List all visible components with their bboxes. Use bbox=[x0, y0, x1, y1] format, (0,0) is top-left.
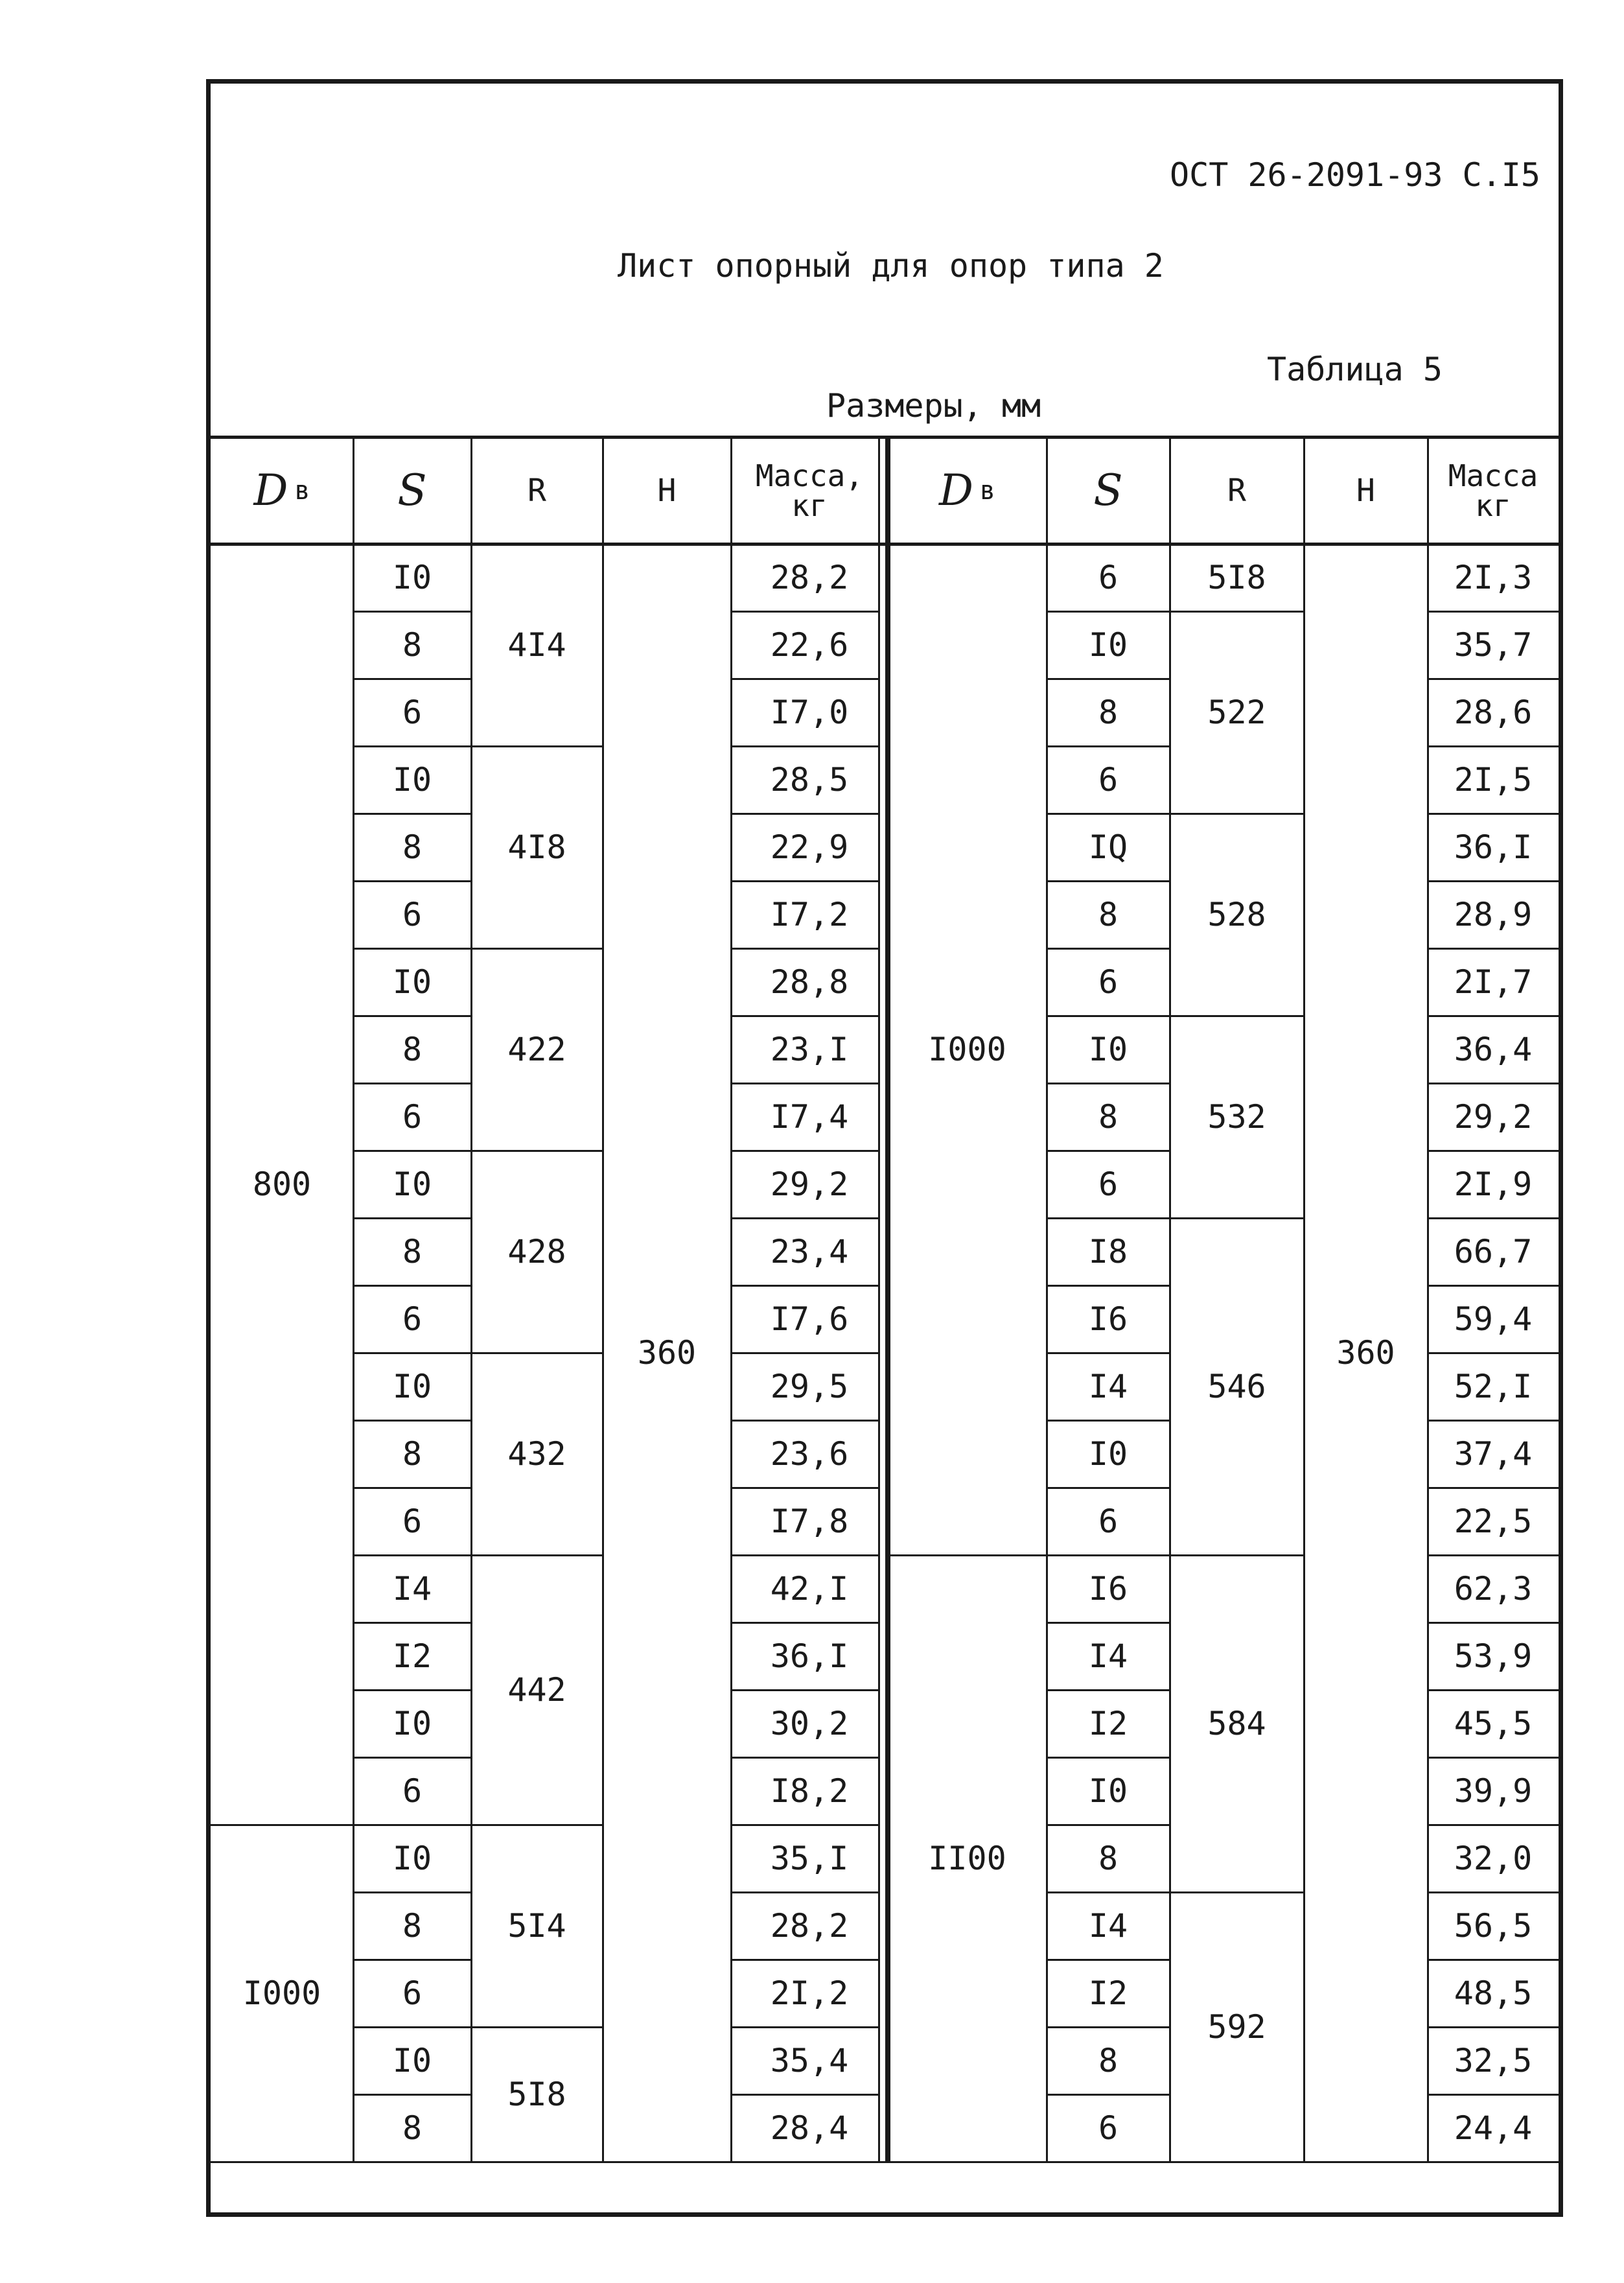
right-mass-cell: 37,4 bbox=[1454, 1435, 1533, 1473]
column-rule bbox=[1046, 437, 1048, 2162]
right-mass-cell: 22,5 bbox=[1454, 1503, 1533, 1540]
table-bottom-rule bbox=[211, 2161, 1559, 2163]
right-mass-cell: 66,7 bbox=[1454, 1233, 1533, 1270]
row-rule bbox=[1047, 1285, 1170, 1287]
left-mass-cell: 22,6 bbox=[770, 626, 849, 664]
left-s-cell: 6 bbox=[402, 1098, 423, 1136]
left-mass-cell: 28,5 bbox=[770, 761, 849, 799]
row-rule bbox=[731, 1083, 879, 1084]
row-rule bbox=[1428, 1015, 1559, 1017]
group-rule bbox=[471, 1150, 603, 1152]
mass-unit: кг bbox=[791, 487, 828, 523]
left-mass-cell: I8,2 bbox=[770, 1772, 849, 1810]
right-mass-cell: 62,3 bbox=[1454, 1570, 1533, 1608]
header-r-left: R bbox=[528, 472, 546, 509]
row-rule bbox=[353, 1622, 471, 1624]
row-rule bbox=[1428, 1554, 1559, 1556]
row-rule bbox=[731, 745, 879, 747]
row-rule bbox=[353, 1150, 471, 1152]
left-mass-cell: 35,I bbox=[770, 1840, 849, 1877]
right-s-cell: 8 bbox=[1098, 2042, 1119, 2079]
right-mass-cell: 36,I bbox=[1454, 828, 1533, 866]
row-rule bbox=[1047, 678, 1170, 680]
left-r-group: 428 bbox=[507, 1233, 566, 1270]
row-rule bbox=[1047, 1217, 1170, 1219]
left-s-cell: 8 bbox=[402, 1435, 423, 1473]
right-s-cell: I2 bbox=[1088, 1705, 1128, 1742]
right-s-cell: 6 bbox=[1098, 2109, 1119, 2147]
left-mass-cell: 28,2 bbox=[770, 559, 849, 596]
row-rule bbox=[353, 1554, 471, 1556]
left-r-group: 442 bbox=[507, 1671, 566, 1709]
left-mass-cell: I7,4 bbox=[770, 1098, 849, 1136]
right-s-cell: IQ bbox=[1088, 828, 1128, 866]
left-r-group: 4I4 bbox=[507, 626, 566, 664]
left-s-cell: 8 bbox=[402, 1907, 423, 1945]
right-s-cell: I0 bbox=[1088, 626, 1128, 664]
column-rule bbox=[1169, 437, 1171, 2162]
left-dv-group: I000 bbox=[242, 1974, 321, 2012]
left-s-cell: 8 bbox=[402, 828, 423, 866]
document-code: ОСТ 26-2091-93 С.I5 bbox=[1170, 156, 1540, 194]
column-rule bbox=[1303, 437, 1305, 2162]
group-rule bbox=[471, 1352, 603, 1354]
right-mass-cell: 2I,5 bbox=[1454, 761, 1533, 799]
row-rule bbox=[1428, 1083, 1559, 1084]
left-h-value: 360 bbox=[637, 1334, 697, 1372]
header-s-left: S bbox=[397, 465, 427, 515]
row-rule bbox=[731, 1150, 879, 1152]
row-rule bbox=[353, 1420, 471, 1422]
right-mass-cell: 35,7 bbox=[1454, 626, 1533, 664]
left-s-cell: I2 bbox=[392, 1637, 432, 1675]
group-rule bbox=[1170, 611, 1304, 613]
left-dv-group: 800 bbox=[252, 1165, 312, 1203]
left-mass-cell: 29,2 bbox=[770, 1165, 849, 1203]
row-rule bbox=[1047, 2026, 1170, 2028]
right-s-cell: 8 bbox=[1098, 1840, 1119, 1877]
group-rule bbox=[1170, 1554, 1304, 1556]
left-s-cell: 8 bbox=[402, 626, 423, 664]
row-rule bbox=[731, 1420, 879, 1422]
row-rule bbox=[1047, 1015, 1170, 1017]
right-mass-cell: 29,2 bbox=[1454, 1098, 1533, 1136]
header-bottom-rule bbox=[211, 543, 1559, 546]
group-rule bbox=[471, 1554, 603, 1556]
right-s-cell: I6 bbox=[1088, 1300, 1128, 1338]
header-h-right: H bbox=[1356, 472, 1375, 509]
row-rule bbox=[1428, 678, 1559, 680]
header-s-right: S bbox=[1093, 465, 1123, 515]
row-rule bbox=[731, 611, 879, 613]
right-mass-cell: 53,9 bbox=[1454, 1637, 1533, 1675]
right-mass-cell: 48,5 bbox=[1454, 1974, 1533, 2012]
row-rule bbox=[353, 611, 471, 613]
column-rule bbox=[885, 437, 890, 2162]
column-rule bbox=[470, 437, 472, 2162]
left-mass-cell: I7,0 bbox=[770, 694, 849, 731]
row-rule bbox=[353, 1285, 471, 1287]
dimensions-table bbox=[211, 437, 1559, 2147]
mass-label: Масса, bbox=[755, 458, 864, 493]
row-rule bbox=[1047, 1150, 1170, 1152]
row-rule bbox=[353, 1217, 471, 1219]
right-s-cell: 6 bbox=[1098, 559, 1119, 596]
left-s-cell: I0 bbox=[392, 963, 432, 1001]
group-rule bbox=[471, 1824, 603, 1826]
row-rule bbox=[1428, 1622, 1559, 1624]
row-rule bbox=[1428, 948, 1559, 950]
row-rule bbox=[1047, 2094, 1170, 2096]
row-rule bbox=[353, 745, 471, 747]
header-r-right: R bbox=[1227, 472, 1246, 509]
row-rule bbox=[1047, 1824, 1170, 1826]
row-rule bbox=[1428, 1891, 1559, 1893]
row-rule bbox=[731, 1689, 879, 1691]
diameter-subscript: в bbox=[979, 475, 995, 506]
left-s-cell: 6 bbox=[402, 1503, 423, 1540]
row-rule bbox=[1428, 611, 1559, 613]
left-mass-cell: 23,6 bbox=[770, 1435, 849, 1473]
row-rule bbox=[731, 1015, 879, 1017]
row-rule bbox=[731, 2026, 879, 2028]
row-rule bbox=[1047, 745, 1170, 747]
row-rule bbox=[1047, 1689, 1170, 1691]
header-mass-left bbox=[731, 437, 888, 544]
group-rule bbox=[211, 1824, 353, 1826]
group-rule bbox=[888, 1554, 1047, 1556]
right-mass-cell: 2I,9 bbox=[1454, 1165, 1533, 1203]
left-s-cell: I0 bbox=[392, 1368, 432, 1405]
row-rule bbox=[353, 813, 471, 815]
left-mass-cell: I7,2 bbox=[770, 896, 849, 933]
right-s-cell: I2 bbox=[1088, 1974, 1128, 2012]
right-s-cell: 6 bbox=[1098, 1503, 1119, 1540]
column-rule bbox=[353, 437, 354, 2162]
row-rule bbox=[353, 1824, 471, 1826]
left-s-cell: I4 bbox=[392, 1570, 432, 1608]
header-dv-right bbox=[888, 437, 1047, 544]
row-rule bbox=[731, 1487, 879, 1489]
left-r-group: 422 bbox=[507, 1031, 566, 1068]
right-s-cell: I0 bbox=[1088, 1772, 1128, 1810]
left-mass-cell: 2I,2 bbox=[770, 1974, 849, 2012]
right-dv-group: II00 bbox=[928, 1840, 1006, 1877]
right-r-group: 584 bbox=[1207, 1705, 1266, 1742]
row-rule bbox=[731, 813, 879, 815]
diameter-symbol: D bbox=[253, 465, 288, 515]
row-rule bbox=[353, 1891, 471, 1893]
row-rule bbox=[1047, 880, 1170, 882]
row-rule bbox=[1428, 1150, 1559, 1152]
right-r-group: 528 bbox=[1207, 896, 1266, 933]
row-rule bbox=[1428, 2026, 1559, 2028]
row-rule bbox=[1428, 2094, 1559, 2096]
group-rule bbox=[1170, 1015, 1304, 1017]
left-s-cell: 8 bbox=[402, 1031, 423, 1068]
left-s-cell: I0 bbox=[392, 1165, 432, 1203]
row-rule bbox=[1047, 1959, 1170, 1961]
left-s-cell: 6 bbox=[402, 1772, 423, 1810]
left-s-cell: 8 bbox=[402, 2109, 423, 2147]
row-rule bbox=[1428, 1217, 1559, 1219]
left-s-cell: I0 bbox=[392, 559, 432, 596]
row-rule bbox=[1428, 1959, 1559, 1961]
right-r-group: 522 bbox=[1207, 694, 1266, 731]
row-rule bbox=[353, 1352, 471, 1354]
right-mass-cell: 39,9 bbox=[1454, 1772, 1533, 1810]
group-rule bbox=[1170, 1217, 1304, 1219]
right-s-cell: I4 bbox=[1088, 1637, 1128, 1675]
column-rule bbox=[1427, 437, 1429, 2162]
right-r-group: 532 bbox=[1207, 1098, 1266, 1136]
right-s-cell: I8 bbox=[1088, 1233, 1128, 1270]
left-r-group: 5I8 bbox=[507, 2076, 566, 2113]
row-rule bbox=[353, 2026, 471, 2028]
row-rule bbox=[731, 678, 879, 680]
left-mass-cell: I7,6 bbox=[770, 1300, 849, 1338]
left-s-cell: I0 bbox=[392, 1705, 432, 1742]
row-rule bbox=[731, 1959, 879, 1961]
row-rule bbox=[353, 1959, 471, 1961]
right-mass-cell: 2I,7 bbox=[1454, 963, 1533, 1001]
row-rule bbox=[353, 1487, 471, 1489]
row-rule bbox=[1428, 745, 1559, 747]
group-rule bbox=[1170, 1891, 1304, 1893]
right-h-value: 360 bbox=[1336, 1334, 1395, 1372]
left-mass-cell: 42,I bbox=[770, 1570, 849, 1608]
table-top-rule bbox=[211, 436, 1559, 439]
row-rule bbox=[731, 1891, 879, 1893]
right-s-cell: 6 bbox=[1098, 1165, 1119, 1203]
left-mass-cell: 23,4 bbox=[770, 1233, 849, 1270]
right-dv-group: I000 bbox=[928, 1031, 1006, 1068]
left-s-cell: 6 bbox=[402, 694, 423, 731]
right-r-group: 546 bbox=[1207, 1368, 1266, 1405]
row-rule bbox=[1047, 611, 1170, 613]
row-rule bbox=[731, 1352, 879, 1354]
row-rule bbox=[353, 2094, 471, 2096]
header-h-left: H bbox=[657, 472, 677, 509]
row-rule bbox=[731, 2094, 879, 2096]
row-rule bbox=[353, 1757, 471, 1759]
left-r-group: 5I4 bbox=[507, 1907, 566, 1945]
row-rule bbox=[1047, 1554, 1170, 1556]
left-s-cell: I0 bbox=[392, 761, 432, 799]
row-rule bbox=[731, 1217, 879, 1219]
diameter-subscript: в bbox=[294, 475, 310, 506]
row-rule bbox=[1428, 880, 1559, 882]
group-rule bbox=[471, 745, 603, 747]
right-s-cell: 6 bbox=[1098, 963, 1119, 1001]
left-s-cell: 8 bbox=[402, 1233, 423, 1270]
row-rule bbox=[1428, 1824, 1559, 1826]
right-s-cell: I4 bbox=[1088, 1368, 1128, 1405]
left-mass-cell: 28,2 bbox=[770, 1907, 849, 1945]
left-mass-cell: 23,I bbox=[770, 1031, 849, 1068]
right-s-cell: I0 bbox=[1088, 1031, 1128, 1068]
row-rule bbox=[1047, 1420, 1170, 1422]
row-rule bbox=[353, 678, 471, 680]
row-rule bbox=[1047, 1757, 1170, 1759]
right-mass-cell: 56,5 bbox=[1454, 1907, 1533, 1945]
row-rule bbox=[1428, 1285, 1559, 1287]
right-mass-cell: 28,6 bbox=[1454, 694, 1533, 731]
right-s-cell: I0 bbox=[1088, 1435, 1128, 1473]
right-mass-cell: 32,0 bbox=[1454, 1840, 1533, 1877]
header-dv-left bbox=[211, 437, 353, 544]
left-mass-cell: 36,I bbox=[770, 1637, 849, 1675]
left-s-cell: 6 bbox=[402, 1300, 423, 1338]
row-rule bbox=[1428, 1352, 1559, 1354]
row-rule bbox=[1047, 1622, 1170, 1624]
left-s-cell: I0 bbox=[392, 1840, 432, 1877]
left-s-cell: 6 bbox=[402, 1974, 423, 2012]
row-rule bbox=[1428, 1757, 1559, 1759]
right-mass-cell: 32,5 bbox=[1454, 2042, 1533, 2079]
row-rule bbox=[353, 880, 471, 882]
right-r-group: 5I8 bbox=[1207, 559, 1266, 596]
column-rule bbox=[602, 437, 604, 2162]
left-s-cell: I0 bbox=[392, 2042, 432, 2079]
right-mass-cell: 45,5 bbox=[1454, 1705, 1533, 1742]
table-label: Таблица 5 bbox=[1267, 351, 1443, 388]
row-rule bbox=[1428, 1420, 1559, 1422]
right-s-cell: I6 bbox=[1088, 1570, 1128, 1608]
left-mass-cell: I7,8 bbox=[770, 1503, 849, 1540]
row-rule bbox=[1047, 1891, 1170, 1893]
row-rule bbox=[1047, 948, 1170, 950]
units-label: Размеры, мм bbox=[826, 387, 1041, 425]
group-rule bbox=[1170, 813, 1304, 815]
diameter-symbol: D bbox=[938, 465, 973, 515]
left-mass-cell: 22,9 bbox=[770, 828, 849, 866]
column-rule bbox=[730, 437, 732, 2162]
right-mass-cell: 52,I bbox=[1454, 1368, 1533, 1405]
row-rule bbox=[731, 1285, 879, 1287]
left-mass-cell: 29,5 bbox=[770, 1368, 849, 1405]
row-rule bbox=[353, 948, 471, 950]
row-rule bbox=[353, 1689, 471, 1691]
mass-label: Масса bbox=[1448, 458, 1538, 493]
group-rule bbox=[471, 948, 603, 950]
row-rule bbox=[353, 1015, 471, 1017]
left-s-cell: 6 bbox=[402, 896, 423, 933]
row-rule bbox=[1047, 813, 1170, 815]
row-rule bbox=[1428, 1487, 1559, 1489]
left-mass-cell: 28,4 bbox=[770, 2109, 849, 2147]
left-r-group: 4I8 bbox=[507, 828, 566, 866]
right-s-cell: I4 bbox=[1088, 1907, 1128, 1945]
group-rule bbox=[471, 2026, 603, 2028]
row-rule bbox=[731, 880, 879, 882]
document-title: Лист опорный для опор типа 2 bbox=[618, 247, 1164, 285]
row-rule bbox=[1047, 1487, 1170, 1489]
document-sheet bbox=[206, 79, 1563, 2217]
mass-unit: кг bbox=[1475, 487, 1511, 523]
right-mass-cell: 28,9 bbox=[1454, 896, 1533, 933]
right-mass-cell: 59,4 bbox=[1454, 1300, 1533, 1338]
row-rule bbox=[731, 948, 879, 950]
row-rule bbox=[731, 1622, 879, 1624]
right-mass-cell: 24,4 bbox=[1454, 2109, 1533, 2147]
row-rule bbox=[1428, 813, 1559, 815]
left-mass-cell: 30,2 bbox=[770, 1705, 849, 1742]
right-s-cell: 8 bbox=[1098, 896, 1119, 933]
right-s-cell: 8 bbox=[1098, 1098, 1119, 1136]
row-rule bbox=[731, 1824, 879, 1826]
row-rule bbox=[731, 1554, 879, 1556]
row-rule bbox=[1047, 1083, 1170, 1084]
row-rule bbox=[1428, 1689, 1559, 1691]
right-s-cell: 6 bbox=[1098, 761, 1119, 799]
left-mass-cell: 35,4 bbox=[770, 2042, 849, 2079]
double-divider-rule bbox=[878, 437, 880, 2162]
row-rule bbox=[731, 1757, 879, 1759]
left-r-group: 432 bbox=[507, 1435, 566, 1473]
right-s-cell: 8 bbox=[1098, 694, 1119, 731]
right-r-group: 592 bbox=[1207, 2008, 1266, 2046]
header-mass-right bbox=[1428, 437, 1559, 544]
row-rule bbox=[353, 1083, 471, 1084]
left-mass-cell: 28,8 bbox=[770, 963, 849, 1001]
row-rule bbox=[1047, 1352, 1170, 1354]
right-mass-cell: 2I,3 bbox=[1454, 559, 1533, 596]
right-mass-cell: 36,4 bbox=[1454, 1031, 1533, 1068]
